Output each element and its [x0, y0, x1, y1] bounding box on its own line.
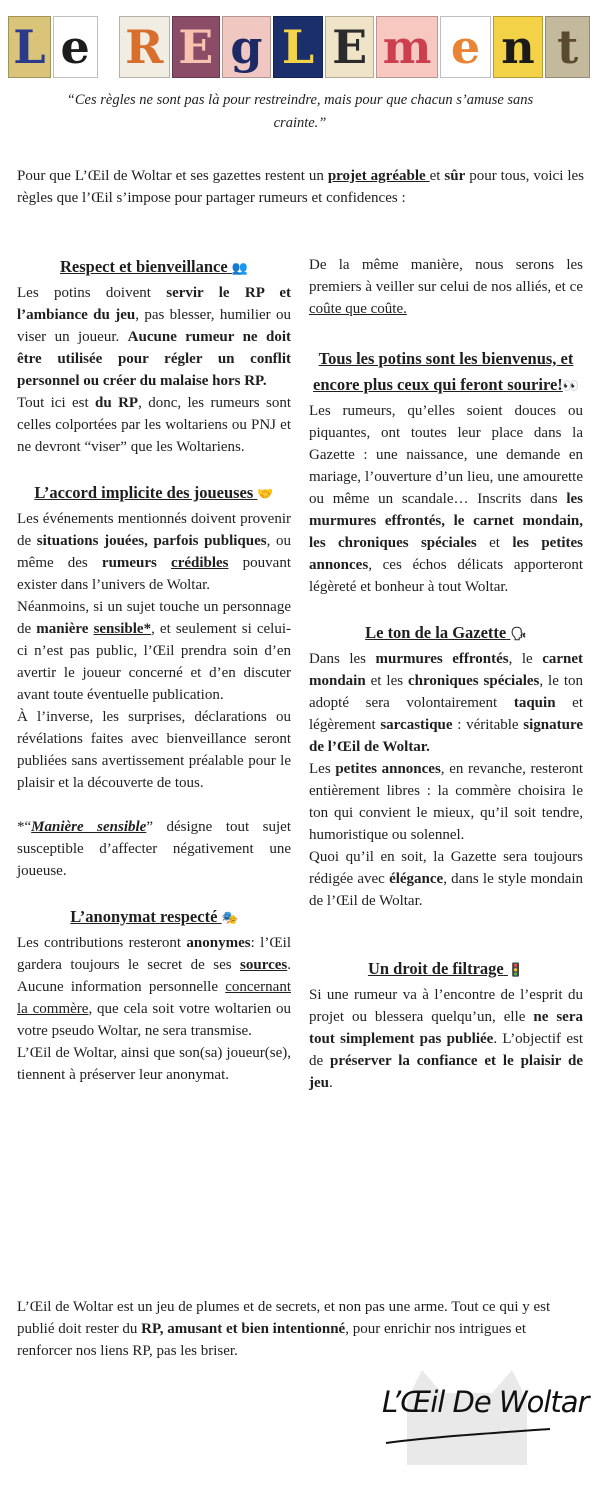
eyes-icon: 👀 — [562, 379, 579, 394]
intro-text: et — [429, 168, 445, 184]
title-letter: e — [440, 16, 491, 78]
heading-text: L’anonymat respecté — [70, 907, 218, 926]
paragraph: À l’inverse, les surprises, déclarations ou révélations faites avec bienveillance seront publiées sans avertissement préalable pour le plaisir et la découverte de tous. — [17, 709, 291, 791]
handshake-icon: 🤝 — [257, 487, 274, 502]
closing-paragraph: L’Œil de Woltar est un jeu de plumes et de secrets, et non pas une arme. Tout ce qui y est publié doit rester du RP, amusant et bien intentionné, pour enrichir nos intrigues et renforcer nos liens RP, pas les briser. — [17, 1299, 551, 1359]
title-letter: g — [222, 16, 271, 78]
section-heading-filtrage — [309, 956, 583, 984]
intro-text: pour tous, voici les règles que l’Œil s’impose pour partager rumeurs et confidences : — [17, 168, 584, 206]
intro-bold-underline: projet agréable — [327, 168, 430, 184]
heading-text: Le ton de la Gazette — [365, 623, 507, 642]
title-letter: t — [545, 16, 590, 78]
title-letter: E — [172, 16, 221, 78]
signature: L’Œil De Woltar — [382, 1385, 589, 1419]
signature-underline — [372, 1365, 562, 1465]
heading-text: Respect et bienveillance — [59, 257, 228, 276]
hugging-people-icon: 👥 — [231, 261, 249, 276]
heading-text: L’accord implicite des joueuses — [34, 483, 254, 502]
right-column — [309, 254, 583, 1094]
paragraph: Les contributions resteront anonymes: l’Œil gardera toujours le secret de ses sources. Aucune information personnelle concernant la commère, que cela soit votre woltarien ou votre pseudo Woltar, ne sera transmise. — [17, 935, 292, 1039]
speaking-head-icon: 🗣 — [510, 627, 527, 642]
title-letter: L — [8, 16, 51, 78]
traffic-light-icon: 🚦 — [507, 963, 525, 978]
footnote: *“Manière sensible” désigne tout sujet susceptible d’affecter négativement une joueuse. — [17, 819, 291, 879]
paragraph: Tout ici est du RP, donc, les rumeurs sont celles colportées par les woltariens ou PNJ et ne devront “viser” que les Woltariens. — [17, 395, 291, 455]
title-letter: E — [325, 16, 374, 78]
paragraph: Les événements mentionnés doivent provenir de situations jouées, parfois publiques, ou même des rumeurs crédibles pouvant exister dans l’univers de Woltar. — [17, 511, 291, 593]
paragraph: Néanmoins, si un sujet touche un personnage de manière sensible*, et seulement si celui-ci n’est pas public, l’Œil prendra soin d’en avertir le joueur concerné et d’en discuter avant toute éventuelle publication. — [17, 599, 291, 703]
intro-text: Pour que L’Œil de Woltar et ses gazettes restent un — [17, 168, 328, 184]
tagline: “Ces règles ne sont pas là pour restreindre, mais pour que chacun s’amuse sans crainte.” — [66, 92, 534, 131]
paragraph: Les potins doivent servir le RP et l’ambiance du jeu, pas blesser, humilier ou viser un joueur. Aucune rumeur ne doit être utilisée pour régler un conflit personnel ou créer du malaise hors RP. — [17, 285, 291, 389]
intro-bold: sûr — [444, 168, 466, 184]
left-column — [17, 254, 291, 1086]
section-heading-potins — [309, 346, 583, 400]
section-heading-anonymat — [17, 904, 291, 932]
section-heading-respect — [17, 254, 291, 282]
title-letter: L — [273, 16, 324, 78]
title-letter: n — [493, 16, 544, 78]
heading-text: Tous les potins sont les bienvenus, et encore plus ceux qui feront sourire! — [313, 349, 574, 394]
heading-text: Un droit de filtrage — [367, 959, 504, 978]
intro-paragraph — [17, 165, 584, 209]
paragraph: Les petites annonces, en revanche, resteront entièrement libres : la commère choisira le ton qui convient le mieux, qu’il soit tendre, humoristique ou solennel. — [309, 761, 583, 843]
title-banner — [8, 14, 592, 80]
section-heading-accord — [17, 480, 291, 508]
paragraph: L’Œil de Woltar, ainsi que son(sa) joueur(se), tiennent à préserver leur anonymat. — [17, 1045, 291, 1083]
signature-block — [372, 1365, 589, 1465]
section-heading-ton — [309, 620, 583, 648]
paragraph: Quoi qu’il en soit, la Gazette sera toujours rédigée avec élégance, dans le style mondain de l’Œil de Woltar. — [309, 849, 583, 909]
title-letter: R — [119, 16, 170, 78]
theater-masks-icon: 🎭 — [221, 911, 238, 926]
paragraph: De la même manière, nous serons les premiers à veiller sur celui de nos alliés, et ce coûte que coûte. — [309, 257, 583, 317]
paragraph: Si une rumeur va à l’encontre de l’esprit du projet ou blessera quelqu’un, elle ne sera tout simplement pas publiée. L’objectif est de préserver la confiance et le plaisir de jeu. — [309, 987, 583, 1091]
title-letter: e — [53, 16, 98, 78]
paragraph: Les rumeurs, qu’elles soient douces ou piquantes, ont toutes leur place dans la Gazette : une naissance, une demande en mariage, l’ouverture d’un lieu, une amourette ou même un scandale… Inscrits dans les murmures effrontés, le carnet mondain, les chroniques spéciales et les petites annonces, ces échos délicats apporteront légèreté et bonheur à tout Woltar. — [309, 403, 583, 595]
title-letter: m — [376, 16, 438, 78]
paragraph: Dans les murmures effrontés, le carnet mondain et les chroniques spéciales, le ton adopté sera volontairement taquin et légèrement sarcastique : véritable signature de l’Œil de Woltar. — [309, 651, 584, 755]
